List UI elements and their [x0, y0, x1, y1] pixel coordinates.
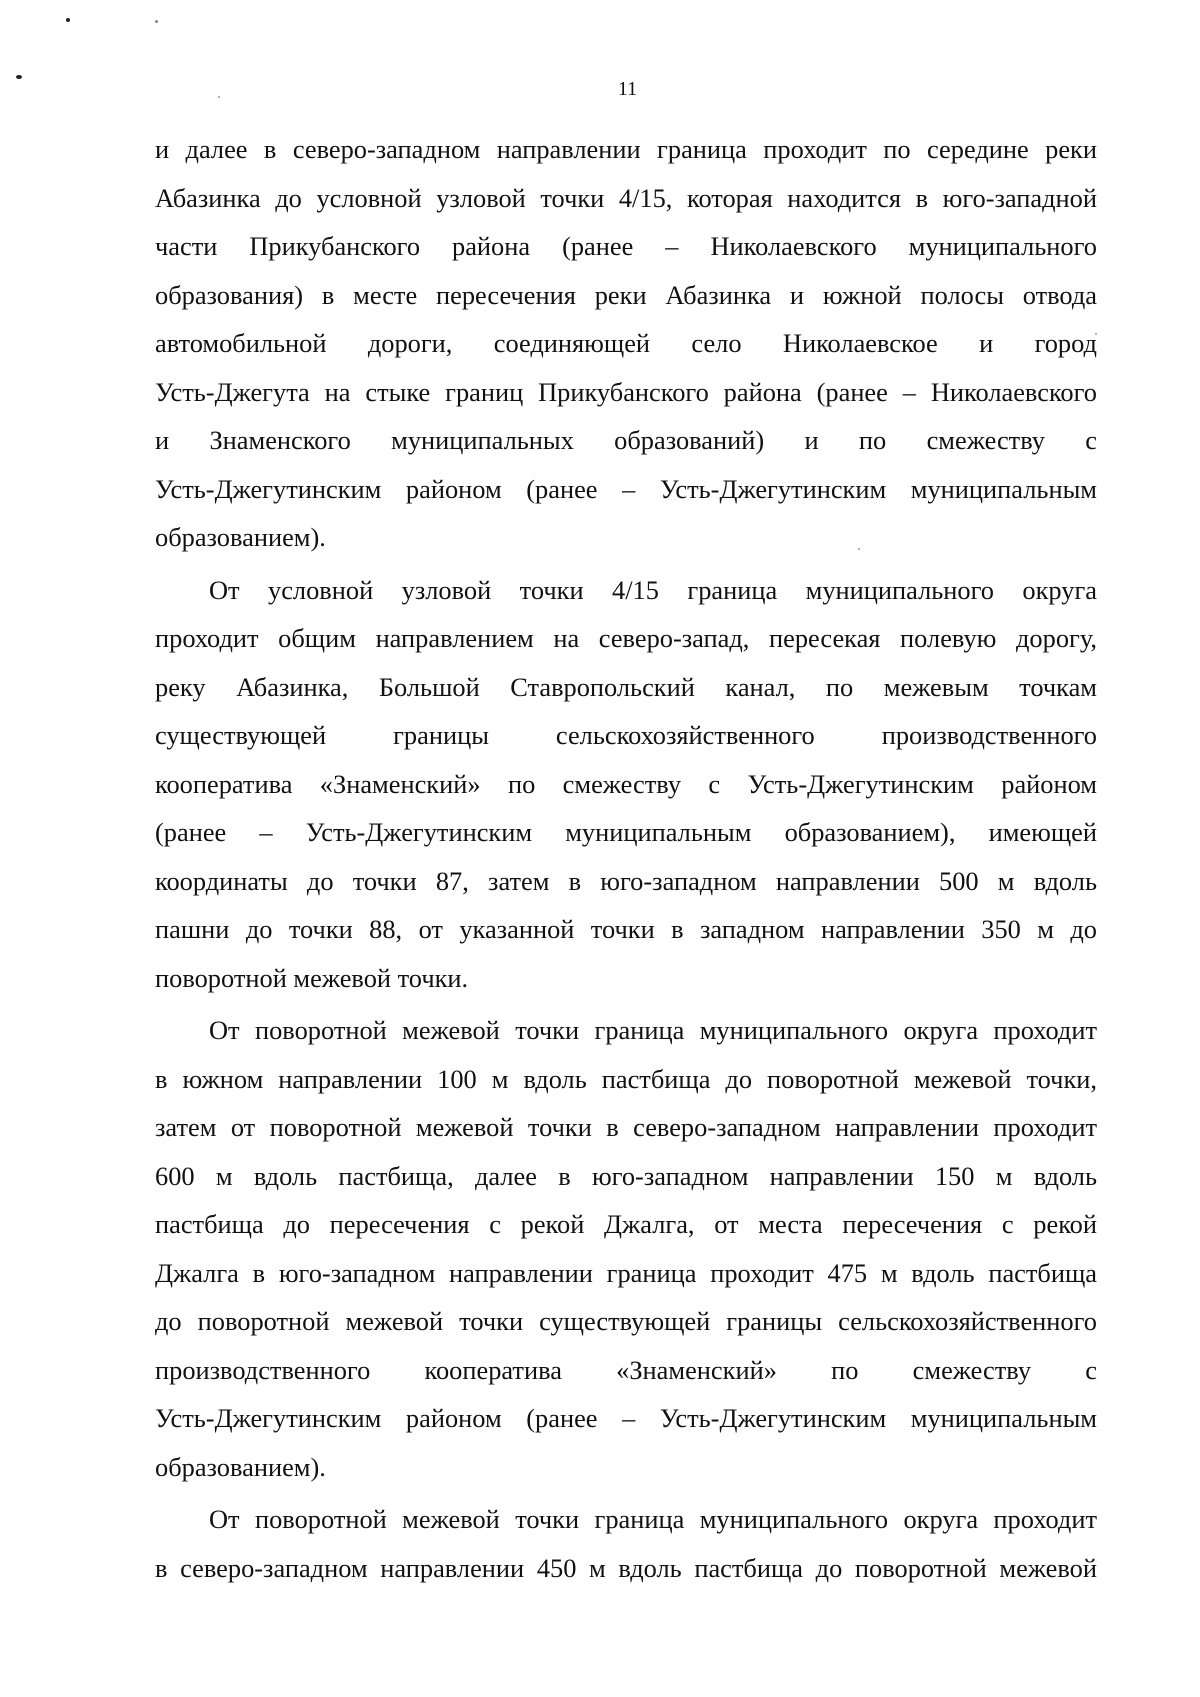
- text-line: реку Абазинка, Большой Ставропольский канал, по межевым точкам: [155, 671, 1097, 702]
- paragraph: [155, 566, 1097, 1003]
- text-line: Усть-Джегута на стыке границ Прикубанского района (ранее – Николаевского: [155, 376, 1097, 407]
- text-line: Усть-Джегутинским районом (ранее – Усть-Джегутинским муниципальным: [155, 1403, 1097, 1433]
- text-line: пашни до точки 88, от указанной точки в западном направлении 350 м до: [155, 914, 1097, 944]
- text-line: поворотной межевой точки.: [155, 962, 469, 993]
- text-line: и далее в северо-западном направлении граница проходит по середине реки: [155, 134, 1097, 164]
- text-line: координаты до точки 87, затем в юго-западном направлении 500 м вдоль: [155, 865, 1097, 896]
- text-line: автомобильной дороги, соединяющей село Николаевское и город: [155, 328, 1097, 358]
- text-line: От условной узловой точки 4/15 граница муниципального округа: [209, 574, 1097, 605]
- text-line: производственного кооператива «Знаменский» по смежеству с: [155, 1354, 1097, 1385]
- text-line: образования) в месте пересечения реки Абазинка и южной полосы отвода: [155, 279, 1097, 310]
- text-line: (ранее – Усть-Джегутинским муниципальным образованием), имеющей: [155, 817, 1097, 847]
- paragraph: [155, 1495, 1097, 1592]
- text-line: 600 м вдоль пастбища, далее в юго-западном направлении 150 м вдоль: [155, 1160, 1097, 1191]
- paragraph: [155, 125, 1097, 562]
- text-line: до поворотной межевой точки существующей границы сельскохозяйственного: [155, 1306, 1097, 1336]
- scan-speck: [66, 18, 70, 22]
- text-line: и Знаменского муниципальных образований) и по смежеству с: [155, 425, 1097, 455]
- text-line: затем от поворотной межевой точки в северо-западном направлении проходит: [155, 1112, 1097, 1142]
- text-line: кооператива «Знаменский» по смежеству с Усть-Джегутинским районом: [155, 768, 1097, 799]
- scan-speck: [155, 20, 158, 23]
- text-line: Джалга в юго-западном направлении граница проходит 475 м вдоль пастбища: [155, 1257, 1097, 1288]
- document-body: [155, 125, 1097, 1592]
- text-line: От поворотной межевой точки граница муниципального округа проходит: [209, 1504, 1097, 1534]
- text-line: в северо-западном направлении 450 м вдоль пастбища до поворотной межевой: [155, 1552, 1097, 1583]
- text-line: пастбища до пересечения с рекой Джалга, от места пересечения с рекой: [155, 1209, 1097, 1239]
- text-line: части Прикубанского района (ранее – Николаевского муниципального: [155, 231, 1097, 261]
- text-line: образованием).: [155, 522, 326, 552]
- text-line: От поворотной межевой точки граница муниципального округа проходит: [209, 1015, 1097, 1045]
- text-line: Усть-Джегутинским районом (ранее – Усть-Джегутинским муниципальным: [155, 473, 1097, 504]
- page-number: 11: [617, 78, 638, 100]
- text-line: Абазинка до условной узловой точки 4/15, которая находится в юго-западной: [155, 182, 1097, 213]
- paragraph: [155, 1006, 1097, 1491]
- text-line: существующей границы сельскохозяйственного производственного: [155, 720, 1097, 750]
- text-line: в южном направлении 100 м вдоль пастбища до поворотной межевой точки,: [155, 1063, 1097, 1094]
- text-line: образованием).: [155, 1451, 326, 1482]
- text-line: проходит общим направлением на северо-запад, пересекая полевую дорогу,: [155, 623, 1097, 653]
